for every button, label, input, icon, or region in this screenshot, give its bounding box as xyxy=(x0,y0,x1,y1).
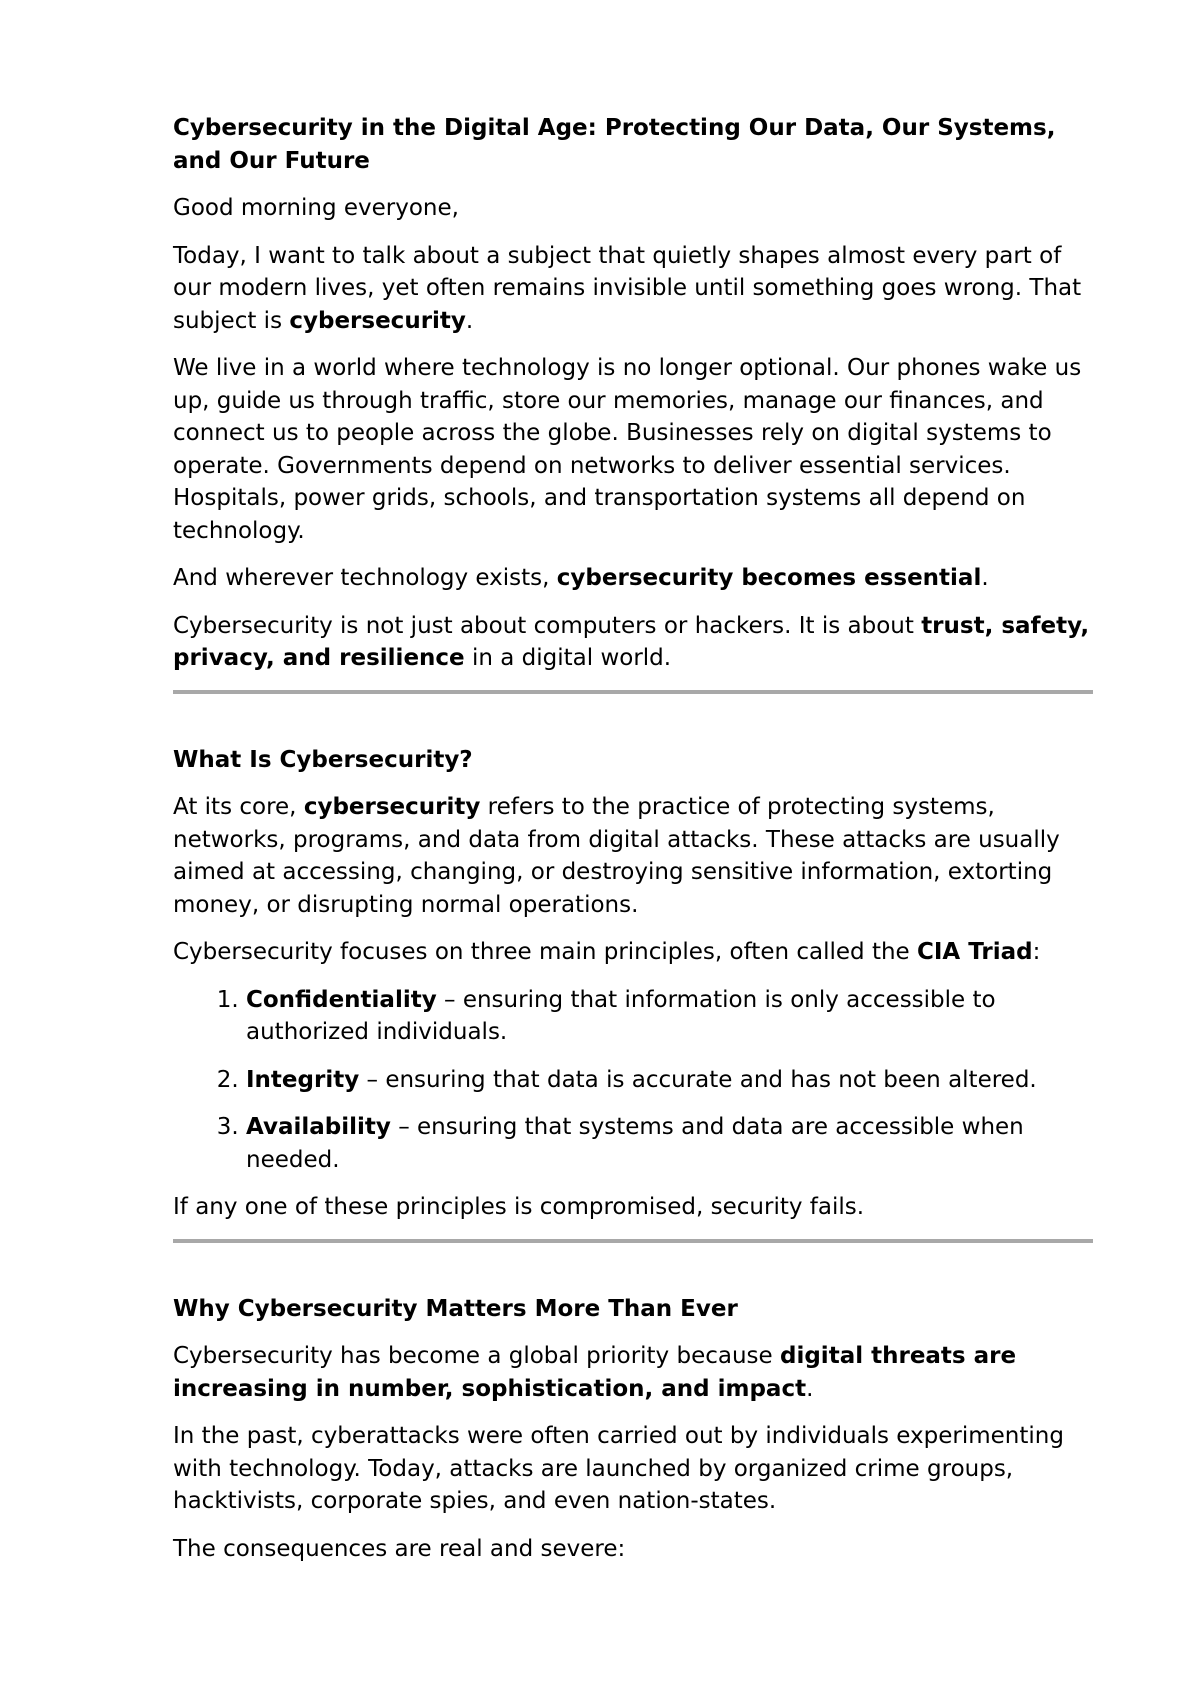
text-run: Cybersecurity is not just about computers or hackers. It is about xyxy=(173,612,922,639)
section1-paragraph-3: If any one of these principles is compromised, security fails. xyxy=(173,1194,865,1220)
section-divider xyxy=(173,1239,1093,1243)
bold-run: CIA Triad xyxy=(917,939,1033,965)
bold-run: digital threats are increasing in number, sophistication, and impact xyxy=(173,1343,1017,1402)
principle-term: Integrity xyxy=(246,1066,360,1093)
principle-term: Confidentiality xyxy=(246,986,437,1013)
intro-paragraph-4 xyxy=(173,610,1093,675)
list-item xyxy=(246,1111,1093,1176)
intro-paragraph-1 xyxy=(173,240,1093,338)
text-run: At its core, xyxy=(173,794,304,820)
section-heading-what-is: What Is Cybersecurity? xyxy=(173,746,473,773)
section2-paragraph-1 xyxy=(173,1340,1093,1405)
bold-run: cybersecurity xyxy=(303,794,481,820)
text-run: . xyxy=(465,307,474,334)
cia-triad-list xyxy=(173,984,1093,1177)
document-page xyxy=(173,112,1093,1580)
text-run: : xyxy=(1032,939,1041,965)
text-run: Cybersecurity has become a global priority because xyxy=(173,1343,780,1369)
section-heading-why-matters: Why Cybersecurity Matters More Than Ever xyxy=(173,1295,738,1322)
principle-description: – ensuring that data is accurate and has not been altered. xyxy=(359,1066,1037,1093)
text-run: in a digital world. xyxy=(464,645,672,671)
principle-term: Availability xyxy=(246,1114,391,1140)
text-run: . xyxy=(806,1375,814,1402)
bold-run: cybersecurity becomes essential xyxy=(556,565,982,591)
text-run: refers to the practice of protecting systems, networks, programs, and data from digital attacks. These attacks are usually aimed at accessing, changing, or destroying sensitive information, extorting money, or disrupting normal operations. xyxy=(173,794,1060,918)
intro-paragraph-3 xyxy=(173,562,1093,595)
greeting-paragraph: Good morning everyone, xyxy=(173,195,459,221)
section1-paragraph-1 xyxy=(173,791,1093,921)
intro-paragraph-2: We live in a world where technology is no longer optional. Our phones wake us up, guide us through traffic, store our memories, manage our finances, and connect us to people across the globe. Businesses rely on digital systems to operate. Governments depend on networks to deliver essential services. Hospitals, power grids, schools, and transportation systems all depend on technology. xyxy=(173,355,1082,544)
bold-run: cybersecurity xyxy=(289,307,466,334)
text-run: . xyxy=(981,565,989,591)
section2-paragraph-3: The consequences are real and severe: xyxy=(173,1535,626,1562)
section-divider xyxy=(173,690,1093,694)
list-item xyxy=(246,984,1093,1049)
text-run: Today, I want to talk about a subject that quietly shapes almost every part of our modern lives, yet often remains invisible until something goes wrong. That subject is xyxy=(173,242,1082,334)
principle-description: – ensuring that systems and data are accessible when needed. xyxy=(246,1114,1024,1173)
text-run: And wherever technology exists, xyxy=(173,565,557,591)
bold-run: trust, safety, privacy, and resilience xyxy=(173,612,1090,671)
list-item xyxy=(246,1064,1093,1097)
document-title: Cybersecurity in the Digital Age: Protecting Our Data, Our Systems, and Our Future xyxy=(173,115,1056,174)
principle-description: – ensuring that information is only accessible to authorized individuals. xyxy=(246,986,996,1045)
text-run: Cybersecurity focuses on three main principles, often called the xyxy=(173,939,917,965)
section2-paragraph-2: In the past, cyberattacks were often carried out by individuals experimenting with technology. Today, attacks are launched by organized crime groups, hacktivists, corporate spies, and even nation-states. xyxy=(173,1423,1064,1514)
section1-paragraph-2 xyxy=(173,936,1093,969)
